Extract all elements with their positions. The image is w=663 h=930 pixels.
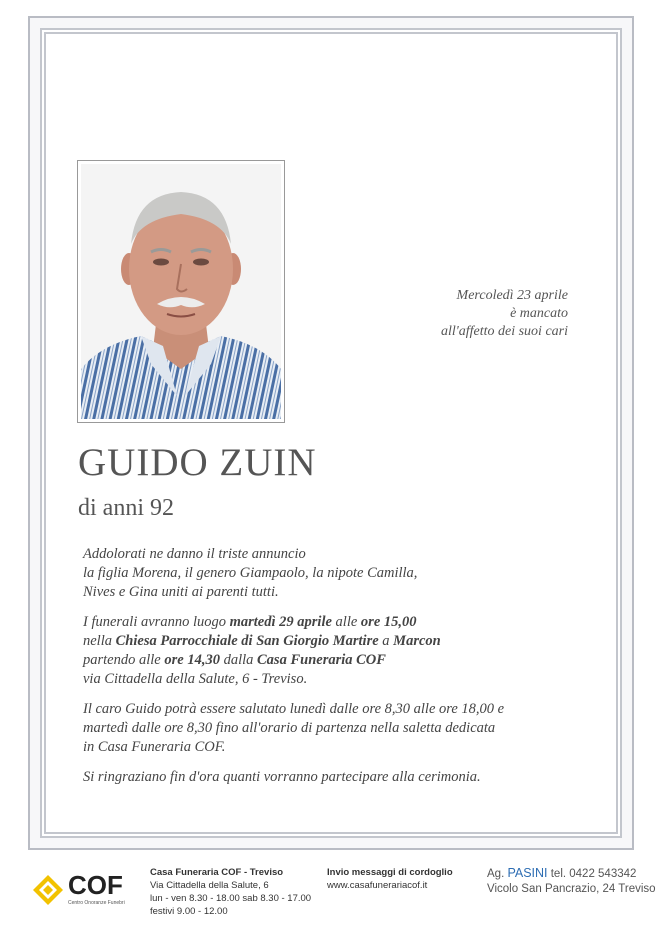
portrait-frame <box>77 160 285 423</box>
text-line: martedì dalle ore 8,30 fino all'orario di partenza nella saletta dedicata <box>83 720 496 736</box>
announcement-text <box>83 545 543 798</box>
town-name: Marcon <box>393 633 441 649</box>
portrait-image <box>81 164 281 419</box>
funeral-date-line: I funerali avranno luogo martedì 29 aprile alle ore 15,00 <box>83 614 417 630</box>
condolences-website[interactable]: www.casafunerariacof.it <box>327 880 428 891</box>
agency-address: Vicolo San Pancrazio, 24 Treviso <box>487 883 656 895</box>
visitation-paragraph <box>83 700 543 757</box>
text-line: la figlia Morena, il genero Giampaolo, la nipote Camilla, <box>83 565 418 581</box>
departure-line: partendo alle ore 14,30 dalla Casa Funeraria COF <box>83 652 386 668</box>
portrait-photo <box>81 164 281 419</box>
funeral-home-title: Casa Funeraria COF - Treviso <box>150 867 284 878</box>
passed-away-line: è mancato <box>510 306 568 321</box>
cof-logo <box>32 870 132 910</box>
footer <box>0 862 663 930</box>
condolences-title: Invio messaggi di cordoglio <box>327 867 453 878</box>
family-line: all'affetto dei suoi cari <box>440 324 568 339</box>
agency-line: Ag. PASINI tel. 0422 543342 <box>487 866 637 880</box>
text-line: in Casa Funeraria COF. <box>83 739 226 755</box>
death-date: Mercoledì 23 aprile <box>456 288 568 303</box>
thanks-paragraph <box>83 768 543 787</box>
deceased-age: di anni 92 <box>78 495 174 521</box>
funeral-date: martedì 29 aprile <box>229 614 332 630</box>
opening-hours: lun - ven 8.30 - 18.00 sab 8.30 - 17.00 <box>150 893 312 904</box>
funeral-home-address: Via Cittadella della Salute, 6 <box>150 880 269 891</box>
agency-name: PASINI <box>507 866 548 880</box>
departure-address: via Cittadella della Salute, 6 - Treviso. <box>83 671 308 687</box>
text-line: Addolorati ne danno il triste annuncio <box>83 546 306 562</box>
logo-wordmark: COF <box>68 870 123 900</box>
departure-place: Casa Funeraria COF <box>257 652 386 668</box>
agency-phone: tel. 0422 543342 <box>547 868 637 880</box>
funeral-home-info <box>150 866 311 918</box>
holiday-hours: festivi 9.00 - 12.00 <box>150 906 228 917</box>
text-line: Si ringraziano fin d'ora quanti vorranno partecipare alla cerimonia. <box>83 769 481 785</box>
church-name: Chiesa Parrocchiale di San Giorgio Martire <box>115 633 379 649</box>
deceased-name: GUIDO ZUIN <box>78 441 317 484</box>
departure-time: ore 14,30 <box>164 652 220 668</box>
funeral-details-paragraph <box>83 613 543 689</box>
logo-tagline: Centro Onoranze Funebri <box>68 900 125 906</box>
text-line: Il caro Guido potrà essere salutato lunedì dalle ore 8,30 alle ore 18,00 e <box>83 701 505 717</box>
death-date-block <box>360 287 568 341</box>
agency-info <box>487 866 656 897</box>
funeral-time: ore 15,00 <box>360 614 417 630</box>
condolences-info <box>327 866 453 892</box>
announcement-paragraph <box>83 545 543 602</box>
diamond-logo-icon <box>32 874 64 906</box>
text-line: Nives e Gina uniti ai parenti tutti. <box>83 584 279 600</box>
funeral-place-line: nella Chiesa Parrocchiale di San Giorgio Martire a Marcon <box>83 633 441 649</box>
